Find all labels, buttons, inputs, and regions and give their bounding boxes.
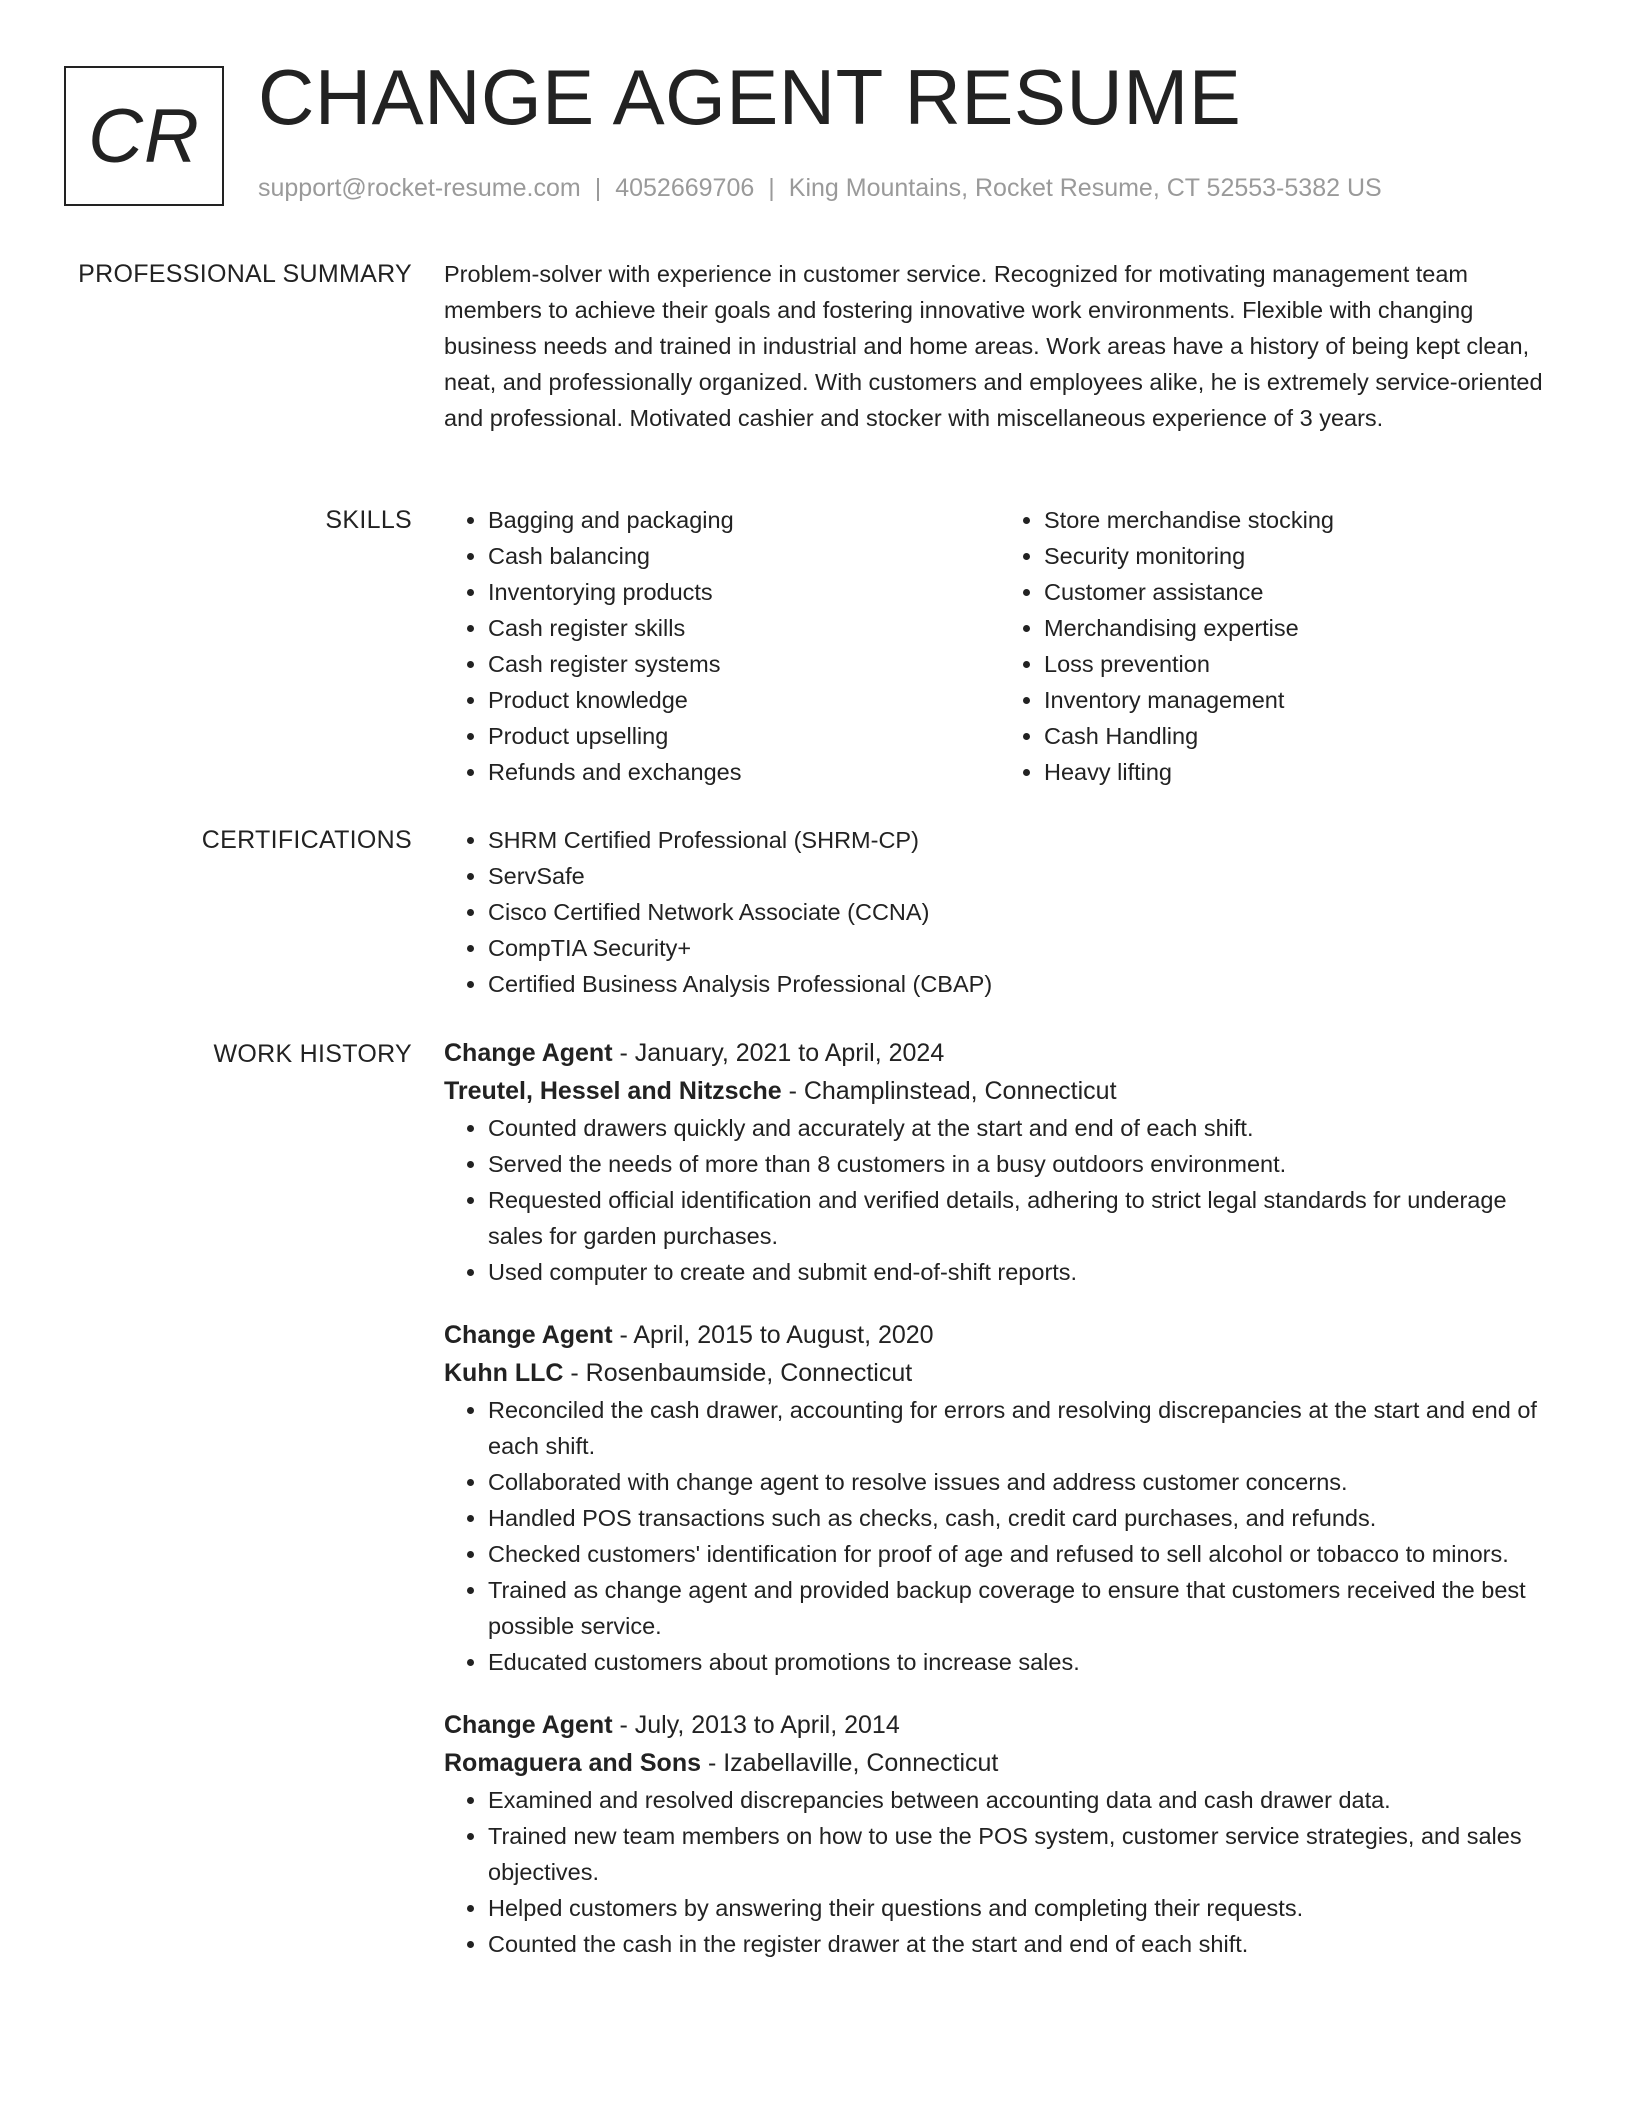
resume-title: CHANGE AGENT RESUME [258, 53, 1242, 141]
list-item: • Cash register skills [488, 610, 1000, 646]
list-item: • Helped customers by answering their questions and completing their requests. [488, 1890, 1556, 1926]
list-item: • Served the needs of more than 8 customers in a busy outdoors environment. [488, 1146, 1556, 1182]
summary-section [444, 256, 1556, 436]
list-item: • Counted the cash in the register drawer at the start and end of each shift. [488, 1926, 1556, 1962]
list-item: • Refunds and exchanges [488, 754, 1000, 790]
list-item: • Inventorying products [488, 574, 1000, 610]
job-company: Romaguera and Sons [444, 1749, 701, 1777]
job-location: - Champlinstead, Connecticut [781, 1077, 1117, 1105]
job-entry [444, 1034, 1556, 1290]
job-entry [444, 1706, 1556, 1962]
list-item: • Counted drawers quickly and accurately at the start and end of each shift. [488, 1110, 1556, 1146]
job-company: Kuhn LLC [444, 1359, 564, 1387]
summary-label: PROFESSIONAL SUMMARY [78, 260, 412, 288]
job-company-line [444, 1354, 1556, 1392]
list-item: • Cash balancing [488, 538, 1000, 574]
list-item: • Trained as change agent and provided backup coverage to ensure that customers received the best possible service. [488, 1572, 1556, 1644]
contact-address: King Mountains, Rocket Resume, CT 52553-5382 US [788, 174, 1382, 202]
list-item: • Merchandising expertise [1044, 610, 1556, 646]
list-item: • Collaborated with change agent to resolve issues and address customer concerns. [488, 1464, 1556, 1500]
skills-grid [444, 502, 1556, 790]
certifications-list [444, 822, 1556, 1002]
list-item: • Requested official identification and verified details, adhering to strict legal standards for underage sales for garden purchases. [488, 1182, 1556, 1254]
list-item: • Heavy lifting [1044, 754, 1556, 790]
skills-list-left [444, 502, 1000, 790]
skills-label: SKILLS [325, 506, 412, 534]
skills-section [444, 502, 1556, 790]
list-item: • Cisco Certified Network Associate (CCNA) [488, 894, 1556, 930]
list-item: • CompTIA Security+ [488, 930, 1556, 966]
list-item: • Educated customers about promotions to increase sales. [488, 1644, 1556, 1680]
job-bullets [444, 1782, 1556, 1962]
job-role: Change Agent [444, 1711, 613, 1739]
job-role: Change Agent [444, 1039, 613, 1067]
list-item: • Store merchandise stocking [1044, 502, 1556, 538]
contact-email[interactable]: support@rocket-resume.com [258, 174, 581, 202]
list-item: • Product upselling [488, 718, 1000, 754]
contact-phone[interactable]: 4052669706 [615, 174, 755, 202]
contact-line [258, 174, 1382, 203]
contact-separator: | [768, 174, 775, 202]
list-item: • Reconciled the cash drawer, accounting for errors and resolving discrepancies at the start and end of each shift. [488, 1392, 1556, 1464]
list-item: • Bagging and packaging [488, 502, 1000, 538]
skills-list-right [1000, 502, 1556, 790]
list-item: • Inventory management [1044, 682, 1556, 718]
job-company: Treutel, Hessel and Nitzsche [444, 1077, 782, 1105]
list-item: • ServSafe [488, 858, 1556, 894]
certifications-label: CERTIFICATIONS [201, 826, 412, 854]
job-title-line [444, 1706, 1556, 1744]
list-item: • Cash Handling [1044, 718, 1556, 754]
job-title-line [444, 1034, 1556, 1072]
job-company-line [444, 1744, 1556, 1782]
list-item: • Security monitoring [1044, 538, 1556, 574]
list-item: • Trained new team members on how to use the POS system, customer service strategies, and sales objectives. [488, 1818, 1556, 1890]
job-company-line [444, 1072, 1556, 1110]
contact-separator: | [594, 174, 602, 202]
job-bullets [444, 1392, 1556, 1680]
list-item: • Cash register systems [488, 646, 1000, 682]
list-item: • Checked customers' identification for proof of age and refused to sell alcohol or tobacco to minors. [488, 1536, 1556, 1572]
work-history-section [444, 1034, 1556, 1988]
job-entry [444, 1316, 1556, 1680]
job-location: - Izabellaville, Connecticut [701, 1749, 999, 1777]
job-bullets [444, 1110, 1556, 1290]
list-item: • Certified Business Analysis Professional (CBAP) [488, 966, 1556, 1002]
work-history-label: WORK HISTORY [213, 1040, 412, 1068]
list-item: • SHRM Certified Professional (SHRM-CP) [488, 822, 1556, 858]
job-role: Change Agent [444, 1321, 613, 1349]
list-item: • Loss prevention [1044, 646, 1556, 682]
list-item: • Used computer to create and submit end-of-shift reports. [488, 1254, 1556, 1290]
certifications-section [444, 822, 1556, 1002]
list-item: • Product knowledge [488, 682, 1000, 718]
list-item: • Customer assistance [1044, 574, 1556, 610]
job-dates: - July, 2013 to April, 2014 [612, 1711, 900, 1739]
job-dates: - April, 2015 to August, 2020 [612, 1321, 934, 1349]
list-item: • Handled POS transactions such as checks, cash, credit card purchases, and refunds. [488, 1500, 1556, 1536]
job-location: - Rosenbaumside, Connecticut [563, 1359, 913, 1387]
summary-text: Problem-solver with experience in customer service. Recognized for motivating management team members to achieve their goals and fostering innovative work environments. Flexible with changing business needs and trained in industrial and home areas. Work areas have a history of being kept clean, neat, and professionally organized. With customers and employees alike, he is extremely service-oriented and professional. Motivated cashier and stocker with miscellaneous experience of 3 years. [444, 261, 1543, 431]
list-item: • Examined and resolved discrepancies between accounting data and cash drawer data. [488, 1782, 1556, 1818]
monogram-initials: CR [88, 93, 200, 179]
job-dates: - January, 2021 to April, 2024 [612, 1039, 945, 1067]
monogram-box [64, 66, 224, 206]
job-title-line [444, 1316, 1556, 1354]
